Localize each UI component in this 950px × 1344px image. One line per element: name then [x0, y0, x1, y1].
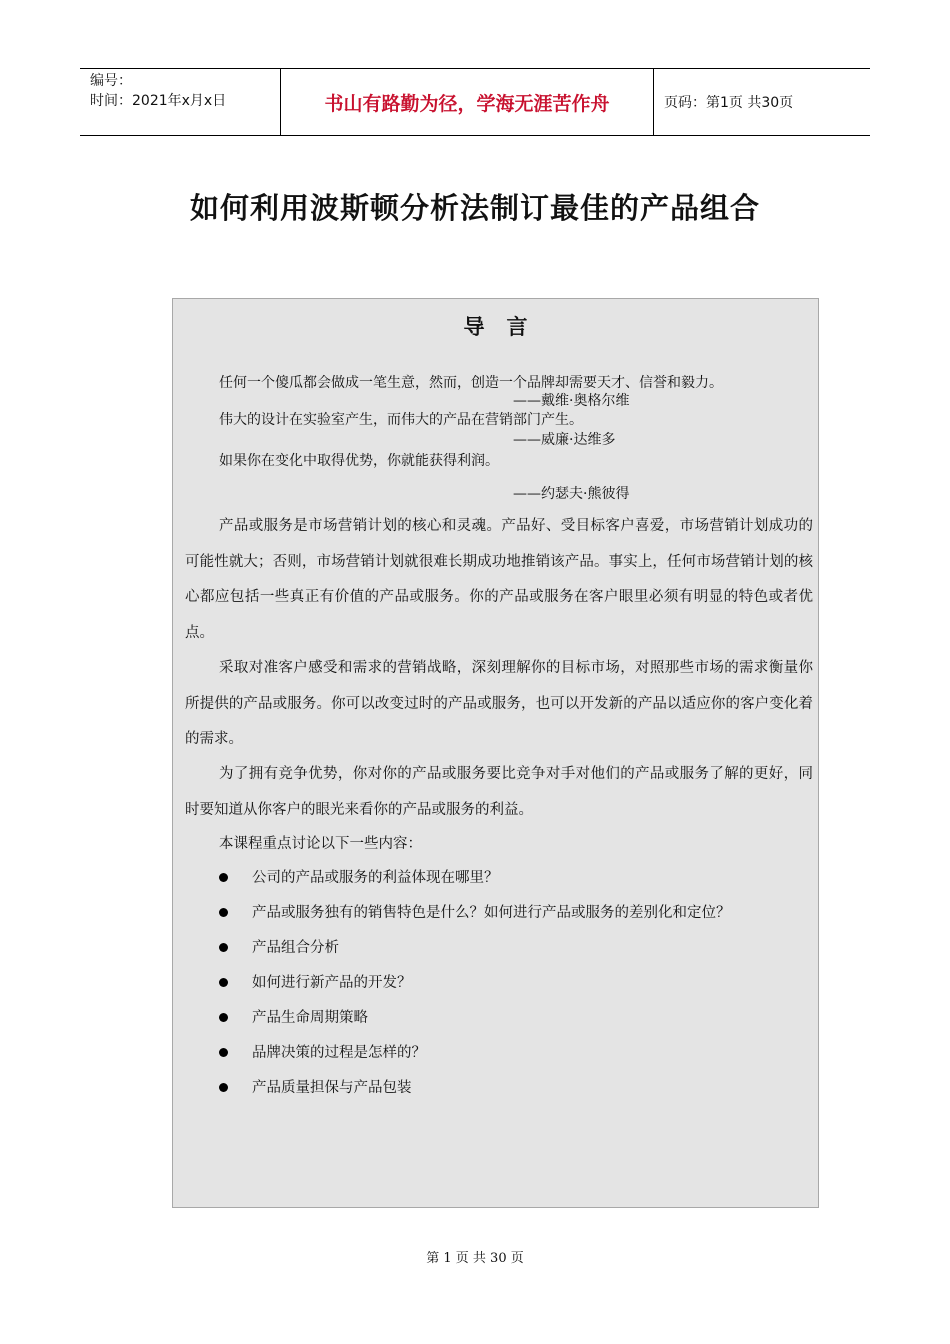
list-item — [219, 974, 731, 1009]
paragraph: 产品或服务是市场营销计划的核心和灵魂。产品好、受目标客户喜爱，市场营销计划成功的可能性就大；否则，市场营销计划就很难长期成功地推销该产品。事实上，任何市场营销计划的核心都应包括一些真正有价值的产品或服务。你的产品或服务在客户眼里必须有明显的特色或者优点。 — [185, 518, 813, 641]
list-item-text: 品牌决策的过程是怎样的？ — [252, 1045, 426, 1061]
header-page-info: 页码：第1页 共30页 — [664, 95, 794, 111]
bullet-icon — [219, 908, 228, 917]
header-meta — [80, 69, 281, 135]
list-item — [219, 869, 731, 904]
list-item — [219, 1044, 731, 1079]
list-item — [219, 1079, 731, 1114]
topics-list — [219, 869, 731, 1114]
list-item-text: 产品生命周期策略 — [252, 1010, 368, 1026]
quote-text: 伟大的设计在实验室产生，而伟大的产品在营销部门产生。 — [219, 412, 583, 428]
intro-heading: 导言 — [463, 314, 550, 339]
document-title: 如何利用波斯顿分析法制订最佳的产品组合 — [189, 191, 760, 225]
time-label: 时间：2021年x月x日 — [90, 93, 227, 109]
list-item-text: 产品质量担保与产品包装 — [252, 1080, 412, 1096]
paragraph: 为了拥有竞争优势，你对你的产品或服务要比竞争对手对他们的产品或服务了解的更好，同时要知道从你客户的眼光来看你的产品或服务的利益。 — [185, 766, 813, 818]
bullet-icon — [219, 1013, 228, 1022]
list-item-text: 公司的产品或服务的利益体现在哪里？ — [252, 870, 499, 886]
header-motto: 书山有路勤为径，学海无涯苦作舟 — [281, 69, 654, 135]
bullet-icon — [219, 1048, 228, 1057]
number-label: 编号： — [90, 73, 132, 89]
bullet-icon — [219, 943, 228, 952]
paragraph: 采取对准客户感受和需求的营销战略，深刻理解你的目标市场，对照那些市场的需求衡量你所提供的产品或服务。你可以改变过时的产品或服务，也可以开发新的产品以适应你的客户变化着的需求。 — [185, 660, 813, 747]
intro-box — [172, 298, 819, 1208]
quote-author: ——威廉·达维多 — [513, 432, 616, 448]
quote-author: ——戴维·奥格尔维 — [513, 393, 630, 409]
list-item — [219, 904, 731, 939]
page-footer: 第 1 页 共 30 页 — [426, 1251, 524, 1266]
list-item-text: 产品或服务独有的销售特色是什么？如何进行产品或服务的差别化和定位？ — [252, 905, 731, 921]
list-item — [219, 1009, 731, 1044]
bullet-icon — [219, 978, 228, 987]
topics-lead: 本课程重点讨论以下一些内容： — [219, 836, 422, 852]
bullet-icon — [219, 873, 228, 882]
list-item-text: 如何进行新产品的开发？ — [252, 975, 412, 991]
quote-text: 如果你在变化中取得优势，你就能获得利润。 — [219, 453, 499, 469]
quote-author: ——约瑟夫·熊彼得 — [513, 486, 630, 502]
list-item — [219, 939, 731, 974]
bullet-icon — [219, 1083, 228, 1092]
quote-text: 任何一个傻瓜都会做成一笔生意，然而，创造一个品牌却需要天才、信誉和毅力。 — [219, 375, 723, 391]
list-item-text: 产品组合分析 — [252, 940, 339, 956]
page-header — [80, 68, 870, 136]
